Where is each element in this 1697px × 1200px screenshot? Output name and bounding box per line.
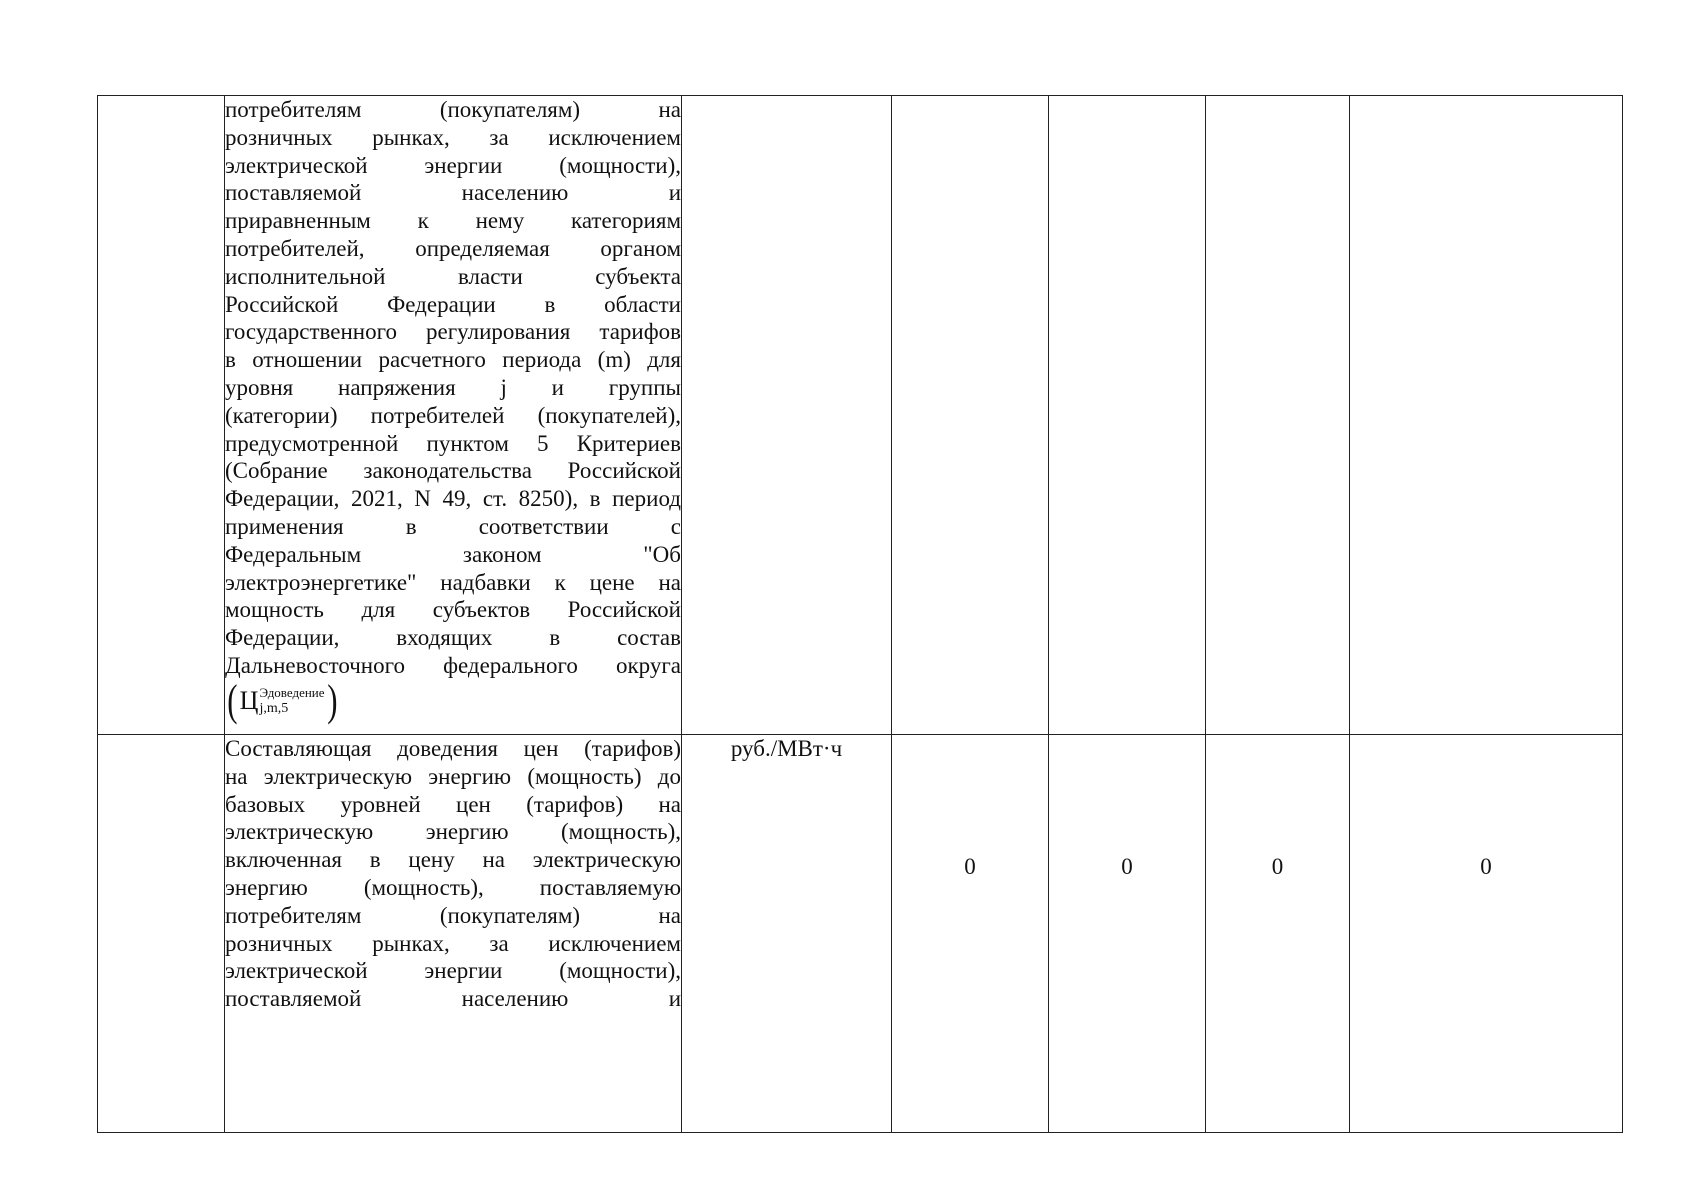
description-text [225, 735, 681, 1013]
description-line: Федерации, входящих в состав [225, 625, 681, 651]
formula-close-paren: ) [326, 675, 338, 725]
description-line: Федерации, 2021, N 49, ст. 8250), в период [225, 486, 681, 512]
formula-open-paren: ( [227, 675, 238, 725]
description-line: Составляющая доведения цен (тарифов) [225, 736, 681, 761]
description-line: (Собрание законодательства Российской [225, 458, 681, 484]
table-row [98, 735, 1623, 1133]
value-cell: 0 [1206, 735, 1350, 1133]
value-cell [1350, 96, 1623, 735]
formula [225, 675, 339, 725]
description-line: исполнительной власти субъекта [225, 263, 681, 289]
description-line: электрической энергии (мощности), [225, 152, 681, 178]
description-cell [225, 96, 682, 735]
index-cell [98, 735, 225, 1133]
description-line: на электрическую энергию (мощность) до [225, 763, 681, 789]
description-line: энергию (мощность), поставляемую [225, 874, 681, 900]
description-line: применения в соответствии с [225, 513, 681, 539]
unit-cell: руб./МВт·ч [682, 735, 892, 1133]
description-line: приравненным к нему категориям [225, 208, 681, 234]
value-cell [892, 96, 1049, 735]
description-text [225, 96, 681, 680]
description-line: мощность для субъектов Российской [225, 597, 681, 623]
description-line: электрическую энергию (мощность), [225, 819, 681, 845]
description-line: Российской Федерации в области [225, 291, 681, 317]
description-line: розничных рынках, за исключением [225, 124, 681, 150]
description-line: Дальневосточного федерального округа [225, 652, 681, 678]
formula-superscript: Эдоведение [259, 684, 325, 700]
description-line: Федеральным законом "Об [225, 541, 681, 567]
description-line: потребителям (покупателям) на [225, 97, 681, 122]
description-line: базовых уровней цен (тарифов) на [225, 791, 681, 817]
description-line: включенная в цену на электрическую [225, 847, 681, 873]
tariff-table [97, 95, 1623, 1133]
value-cell [1049, 96, 1206, 735]
description-line: предусмотренной пунктом 5 Критериев [225, 430, 681, 456]
formula-base: Ц [239, 685, 259, 715]
description-line: потребителям (покупателям) на [225, 902, 681, 928]
formula-symbol [240, 686, 325, 716]
description-line: электрической энергии (мощности), [225, 958, 681, 984]
value-cell [1206, 96, 1350, 735]
description-line: в отношении расчетного периода (m) для [225, 347, 681, 373]
description-line: розничных рынках, за исключением [225, 930, 681, 956]
description-line: поставляемой населению и [225, 180, 681, 206]
value-cell: 0 [892, 735, 1049, 1133]
value-cell: 0 [1049, 735, 1206, 1133]
value-cell: 0 [1350, 735, 1623, 1133]
formula-subscript: j,m,5 [259, 700, 289, 716]
unit-cell [682, 96, 892, 735]
description-line: государственного регулирования тарифов [225, 319, 681, 345]
description-line: потребителей, определяемая органом [225, 235, 681, 261]
description-line: уровня напряжения j и группы [225, 374, 681, 400]
description-line: (категории) потребителей (покупателей), [225, 402, 681, 428]
description-cell [225, 735, 682, 1133]
index-cell [98, 96, 225, 735]
description-line: электроэнергетике" надбавки к цене на [225, 569, 681, 595]
description-line: поставляемой населению и [225, 986, 681, 1012]
table-row [98, 96, 1623, 735]
